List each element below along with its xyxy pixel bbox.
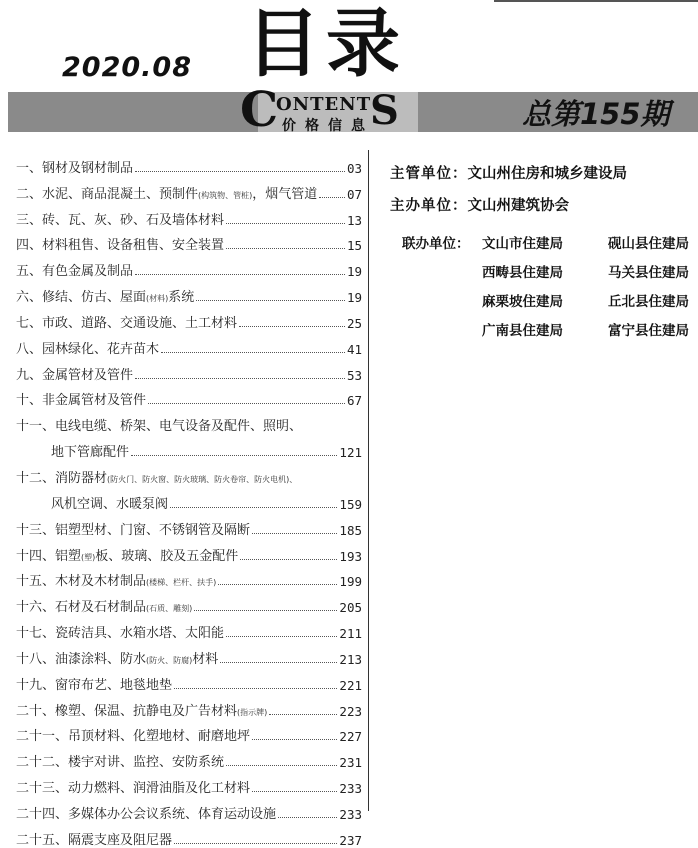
toc-entry-page: 211 [339, 626, 362, 642]
contents-logo-c: C [240, 82, 279, 138]
toc-leader-dots [170, 507, 337, 508]
toc-entry-page: 41 [346, 341, 362, 357]
toc-entry [16, 383, 362, 409]
toc-entry [16, 486, 362, 512]
toc-entry-text: 四、材料租售、设备租售、安全装置 [16, 238, 225, 254]
toc-entry-text: 十三、铝塑型材、门窗、不锈钢管及隔断 [16, 522, 251, 538]
supervisor-key: 主管单位： [390, 166, 468, 182]
toc-entry-text: 十二、消防器材 [16, 470, 108, 486]
toc-entry-page: 15 [346, 238, 362, 254]
toc-entry-page: 233 [339, 781, 362, 797]
toc-entry-text: 一、钢材及钢材制品 [16, 160, 134, 176]
toc-entry-label [16, 467, 297, 486]
toc-entry [16, 719, 362, 745]
toc-leader-dots [135, 274, 345, 275]
toc-entry-label [16, 441, 129, 460]
toc-leader-dots [226, 248, 345, 249]
toc-entry-text: 三、砖、瓦、灰、砂、石及墙体材料 [16, 212, 225, 228]
organizer-value: 文山州建筑协会 [467, 198, 569, 214]
contents-logo-mid: ONTENT [276, 94, 372, 115]
toc-entry-text: 十七、瓷砖洁具、水箱水塔、太阳能 [16, 626, 225, 642]
toc-entry-note: (材料) [146, 294, 169, 304]
toc-entry-page: 159 [339, 496, 362, 512]
toc-entry-label [16, 674, 172, 693]
toc-entry-text: 二十五、隔震支座及阻尼器 [16, 832, 173, 848]
toc-entry-label [16, 286, 194, 305]
page-title: 目录 [246, 1, 406, 87]
supervisor-line [390, 162, 695, 194]
toc-entry [16, 279, 362, 305]
toc-entry-page: 07 [346, 186, 362, 202]
toc-entry-note: (指示牌) [237, 707, 268, 717]
toc-leader-dots [240, 559, 337, 560]
toc-leader-dots [135, 378, 345, 379]
co-organizer-unit: 麻栗坡住建局 [482, 294, 563, 310]
toc-entry-page: 121 [339, 445, 362, 461]
toc-entry-text: 八、园林绿化、花卉苗木 [16, 341, 160, 357]
co-organizer-unit: 马关县住建局 [608, 265, 689, 281]
toc-entry-label [16, 364, 133, 383]
toc-entry-text: 二十四、多媒体办公会议系统、体育运动设施 [16, 806, 277, 822]
toc-entry-label [16, 829, 172, 848]
toc-leader-dots [194, 610, 337, 611]
toc-entry [16, 460, 362, 486]
toc-entry [16, 744, 362, 770]
toc-leader-dots [278, 817, 337, 818]
toc-entry-page: 227 [339, 729, 362, 745]
column-divider [368, 150, 369, 811]
toc-entry-label [16, 777, 250, 796]
toc-leader-dots [269, 714, 337, 715]
toc-entry-page: 13 [346, 212, 362, 228]
toc-entry [16, 357, 362, 383]
co-organizer-unit: 砚山县住建局 [608, 236, 689, 252]
toc-entry-text: 六、修结、仿古、屋面 [16, 290, 147, 306]
toc-entry-page: 193 [339, 548, 362, 564]
toc-entry-label [16, 596, 192, 615]
contents-subtitle: 价格信息 [282, 118, 374, 134]
toc-leader-dots [239, 326, 345, 327]
toc-entry-label [16, 415, 302, 434]
toc-entry [16, 796, 362, 822]
toc-entry-text: 二十一、吊顶材料、化塑地材、耐磨地坪 [16, 729, 251, 745]
supervisor-value: 文山州住房和城乡建设局 [467, 166, 627, 182]
toc-entry-page: 185 [339, 522, 362, 538]
publisher-info [390, 162, 695, 339]
toc-entry-page: 213 [339, 651, 362, 667]
toc-entry-text-cont: 板、玻璃、胶及五金配件 [95, 548, 239, 564]
toc-leader-dots [252, 739, 337, 740]
toc-entry-label [16, 493, 168, 512]
toc-entry-label [16, 312, 237, 331]
toc-entry [16, 331, 362, 357]
toc-entry-text: 十一、电线电缆、桥架、电气设备及配件、照明、 [16, 419, 303, 435]
toc-leader-dots [218, 584, 337, 585]
toc-entry-text: 十六、石材及石材制品 [16, 600, 147, 616]
toc-leader-dots [226, 765, 337, 766]
toc-entry [16, 150, 362, 176]
toc-entry [16, 408, 362, 434]
co-organizer-unit: 富宁县住建局 [608, 323, 689, 339]
toc-entry-page: 233 [339, 806, 362, 822]
toc-entry [16, 228, 362, 254]
co-organizer-unit: 文山市住建局 [482, 236, 563, 252]
toc-entry [16, 434, 362, 460]
toc-leader-dots [319, 197, 345, 198]
toc-leader-dots [220, 662, 337, 663]
toc-entry-page: 25 [346, 315, 362, 331]
toc-entry [16, 693, 362, 719]
toc-entry-text: 十八、油漆涂料、防水 [16, 651, 147, 667]
co-organizer-unit: 广南县住建局 [482, 323, 563, 339]
table-of-contents [16, 150, 362, 848]
toc-entry-text: 七、市政、道路、交通设施、土工材料 [16, 315, 238, 331]
top-rule [494, 0, 698, 2]
toc-entry-text-cont: 系统 [168, 290, 195, 306]
organizer-line [390, 194, 695, 226]
toc-entry-page: 03 [346, 160, 362, 176]
co-organizer-unit: 丘北县住建局 [608, 294, 689, 310]
toc-leader-dots [252, 533, 337, 534]
toc-entry [16, 641, 362, 667]
toc-leader-dots [174, 843, 337, 844]
toc-leader-dots [148, 403, 345, 404]
toc-entry-note: (构筑物、管桩) [198, 190, 253, 200]
toc-entry [16, 176, 362, 202]
toc-entry-note: (塑) [81, 552, 96, 562]
toc-entry [16, 253, 362, 279]
toc-entry-text: 九、金属管材及管件 [16, 367, 134, 383]
toc-entry-text: 十、非金属管材及管件 [16, 393, 147, 409]
co-organizer-unit: 西畴县住建局 [482, 265, 563, 281]
toc-entry [16, 615, 362, 641]
organizer-key: 主办单位： [390, 198, 468, 214]
toc-entry-text: 地下管廊配件 [51, 445, 130, 461]
toc-entry [16, 305, 362, 331]
toc-entry [16, 822, 362, 848]
toc-entry-label [16, 209, 224, 228]
toc-entry-page: 237 [339, 832, 362, 848]
toc-entry-note: (楼梯、栏杆、扶手) [146, 578, 217, 588]
toc-entry [16, 512, 362, 538]
toc-entry-text-cont: 材料 [192, 651, 219, 667]
toc-entry-text: 二十二、楼宇对讲、监控、安防系统 [16, 755, 225, 771]
toc-leader-dots [252, 791, 337, 792]
toc-entry-text: 二十三、动力燃料、润滑油脂及化工材料 [16, 781, 251, 797]
toc-entry-label [16, 183, 317, 202]
toc-leader-dots [226, 223, 345, 224]
toc-entry-page: 19 [346, 290, 362, 306]
toc-entry-label [16, 234, 224, 253]
toc-entry-text: 风机空调、水暖泵阀 [51, 496, 169, 512]
toc-entry-label [16, 519, 250, 538]
contents-logo-s: S [370, 87, 399, 134]
toc-entry-label [16, 157, 133, 176]
toc-leader-dots [196, 300, 345, 301]
issue-date: 2020.08 [62, 52, 192, 83]
toc-entry [16, 770, 362, 796]
toc-entry [16, 667, 362, 693]
toc-entry-text: 五、有色金属及制品 [16, 264, 134, 280]
co-key: 联办单位： [402, 236, 470, 252]
toc-entry-label [16, 389, 146, 408]
toc-leader-dots [161, 352, 345, 353]
toc-entry-note: (石质、雕刻) [146, 604, 193, 614]
toc-entry-page: 221 [339, 677, 362, 693]
toc-entry-page: 53 [346, 367, 362, 383]
toc-entry-page: 199 [339, 574, 362, 590]
toc-entry-page: 67 [346, 393, 362, 409]
toc-entry-note: (防火门、防火窗、防火玻璃、防火卷帘、防火电机)、 [107, 474, 298, 484]
toc-leader-dots [131, 455, 337, 456]
toc-entry-label [16, 570, 216, 589]
toc-entry-label [16, 751, 224, 770]
toc-entry [16, 589, 362, 615]
toc-entry [16, 202, 362, 228]
toc-entry-page: 19 [346, 264, 362, 280]
toc-entry-text: 十九、窗帘布艺、地毯地垫 [16, 677, 173, 693]
toc-entry-label [16, 545, 238, 564]
toc-leader-dots [226, 636, 337, 637]
toc-entry-text: 十五、木材及木材制品 [16, 574, 147, 590]
toc-entry-text: 二十、橡塑、保温、抗静电及广告材料 [16, 703, 238, 719]
toc-entry-label [16, 648, 218, 667]
toc-leader-dots [174, 688, 337, 689]
toc-entry-text: 二、水泥、商品混凝土、预制件 [16, 186, 199, 202]
toc-entry-label [16, 700, 267, 719]
toc-entry-text: 十四、铝塑 [16, 548, 82, 564]
toc-entry [16, 564, 362, 590]
toc-entry-label [16, 622, 224, 641]
toc-entry-page: 223 [339, 703, 362, 719]
toc-entry [16, 538, 362, 564]
toc-entry-label [16, 338, 159, 357]
toc-entry-page: 205 [339, 600, 362, 616]
toc-entry-note: (防火、防腐) [146, 655, 193, 665]
toc-entry-text-cont: ，烟气管道 [252, 186, 318, 202]
toc-entry-label [16, 260, 133, 279]
toc-entry-label [16, 803, 276, 822]
toc-leader-dots [135, 171, 345, 172]
toc-entry-page: 231 [339, 755, 362, 771]
page-header [0, 0, 698, 140]
issue-number: 总第155期 [522, 97, 670, 131]
toc-entry-label [16, 725, 250, 744]
